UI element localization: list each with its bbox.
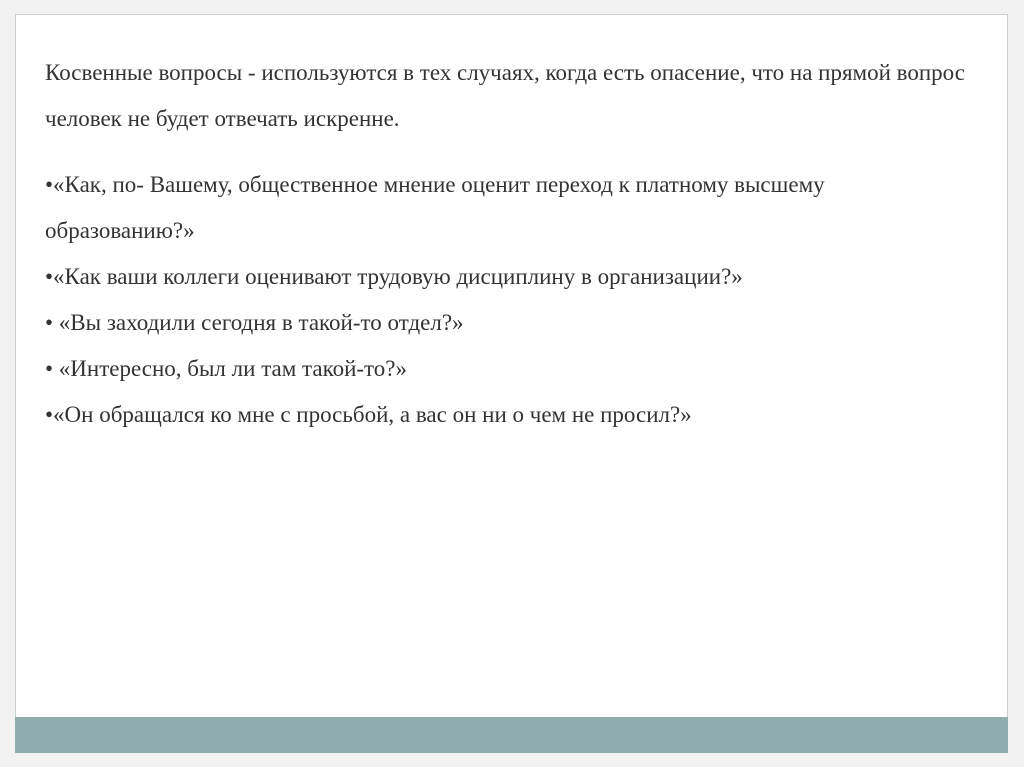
footer-bar xyxy=(15,717,1008,753)
question-item: •«Как ваши коллеги оценивают трудовую дисциплину в организации?» xyxy=(45,264,743,289)
question-item: • «Вы заходили сегодня в такой-то отдел?» xyxy=(45,310,464,335)
intro-paragraph: Косвенные вопросы - используются в тех случаях, когда есть опасение, что на прямой вопрос человек не будет отвечать искренне. xyxy=(45,60,965,131)
question-item: • «Интересно, был ли там такой-то?» xyxy=(45,356,408,381)
question-item: •«Он обращался ко мне с просьбой, а вас он ни о чем не просил?» xyxy=(45,402,692,427)
slide-content xyxy=(45,50,975,438)
question-item: •«Как, по- Вашему, общественное мнение оценит переход к платному высшему образованию?» xyxy=(45,172,825,243)
question-list xyxy=(45,162,975,438)
